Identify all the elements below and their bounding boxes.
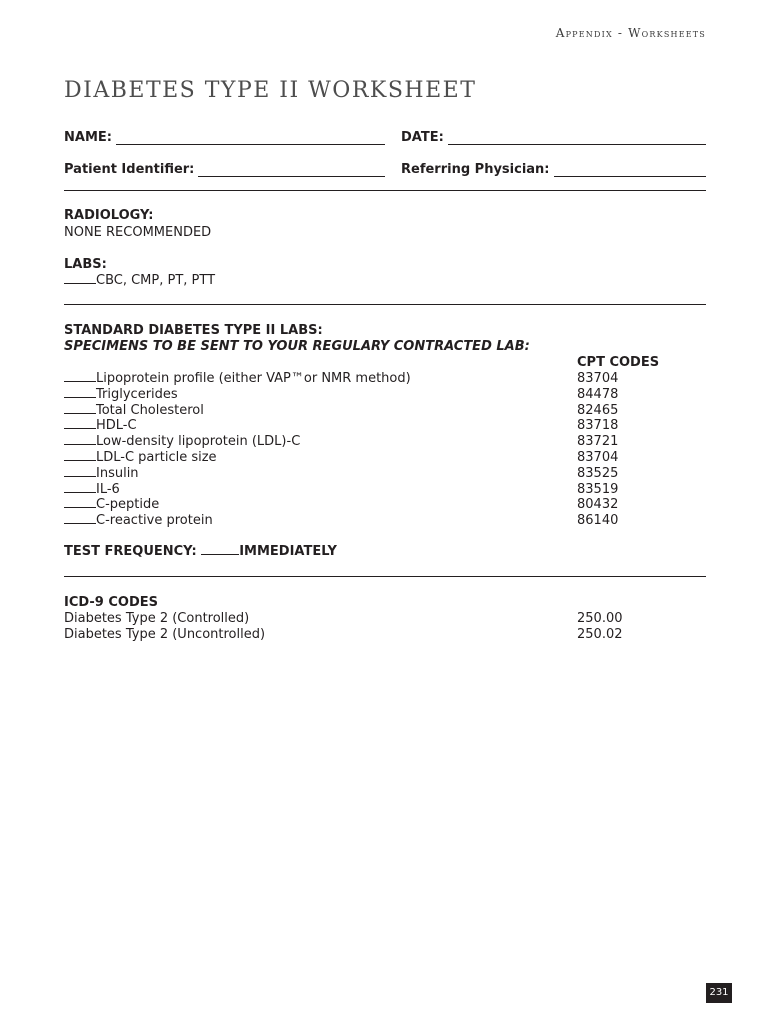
check-blank[interactable] bbox=[64, 387, 96, 398]
lab-name: Lipoprotein profile (either VAP™or NMR method) bbox=[96, 371, 411, 386]
patient-physician-row bbox=[64, 159, 706, 179]
labs-item bbox=[64, 273, 215, 288]
standard-labs-heading: STANDARD DIABETES TYPE II LABS: bbox=[64, 323, 323, 338]
divider bbox=[64, 576, 706, 577]
list-item bbox=[64, 371, 706, 387]
date-label: DATE: bbox=[401, 130, 444, 145]
test-frequency bbox=[64, 544, 337, 559]
cpt-code: 83525 bbox=[577, 465, 619, 481]
cpt-code: 83519 bbox=[577, 481, 619, 497]
standard-labs-subheading: SPECIMENS TO BE SENT TO YOUR REGULARY CONTRACTED LAB: bbox=[64, 339, 530, 354]
referring-physician-line[interactable] bbox=[554, 162, 706, 177]
list-item bbox=[64, 497, 706, 513]
patient-identifier-label: Patient Identifier: bbox=[64, 162, 195, 177]
test-frequency-label: TEST FREQUENCY: bbox=[64, 544, 197, 559]
list-item bbox=[64, 387, 706, 403]
lab-name: Triglycerides bbox=[96, 386, 178, 402]
labs-item-label: CBC, CMP, PT, PTT bbox=[96, 273, 216, 288]
labs-check-blank[interactable] bbox=[64, 273, 96, 284]
icd-name: Diabetes Type 2 (Controlled) bbox=[64, 611, 250, 626]
lab-name: LDL-C particle size bbox=[96, 449, 217, 465]
check-blank[interactable] bbox=[64, 434, 96, 445]
referring-physician-field[interactable] bbox=[401, 159, 706, 177]
lab-name: IL-6 bbox=[96, 481, 120, 497]
name-date-row bbox=[64, 127, 706, 147]
cpt-code: 83704 bbox=[577, 371, 619, 386]
list-item bbox=[64, 611, 706, 627]
list-item bbox=[64, 434, 706, 450]
list-item bbox=[64, 450, 706, 466]
check-blank[interactable] bbox=[64, 371, 96, 382]
patient-identifier-field[interactable] bbox=[64, 159, 385, 177]
date-line[interactable] bbox=[448, 130, 706, 145]
test-frequency-value: IMMEDIATELY bbox=[239, 544, 337, 559]
lab-name: C-reactive protein bbox=[96, 513, 213, 529]
divider bbox=[64, 304, 706, 305]
cpt-code: 83721 bbox=[577, 434, 619, 450]
page-number: 231 bbox=[706, 983, 732, 1003]
check-blank[interactable] bbox=[64, 418, 96, 429]
check-blank[interactable] bbox=[64, 497, 96, 508]
icd-code: 250.00 bbox=[577, 611, 623, 626]
check-blank[interactable] bbox=[64, 403, 96, 414]
name-field[interactable] bbox=[64, 127, 385, 145]
radiology-value: NONE RECOMMENDED bbox=[64, 225, 212, 240]
lab-name: HDL-C bbox=[96, 418, 137, 434]
list-item bbox=[64, 403, 706, 419]
icd-heading: ICD-9 CODES bbox=[64, 595, 159, 610]
referring-physician-label: Referring Physician: bbox=[401, 162, 550, 177]
lab-name: Low-density lipoprotein (LDL)-C bbox=[96, 434, 301, 450]
icd-name: Diabetes Type 2 (Uncontrolled) bbox=[64, 627, 266, 642]
patient-identifier-line[interactable] bbox=[198, 162, 385, 177]
lab-name: C-peptide bbox=[96, 497, 160, 513]
cpt-code: 83704 bbox=[577, 449, 619, 465]
labs-heading: LABS: bbox=[64, 257, 107, 272]
list-item bbox=[64, 482, 706, 498]
cpt-codes-header: CPT CODES bbox=[577, 355, 660, 370]
page-title: DIABETES TYPE II WORKSHEET bbox=[64, 78, 477, 103]
check-blank[interactable] bbox=[64, 466, 96, 477]
icd-code: 250.02 bbox=[577, 627, 623, 642]
frequency-blank[interactable] bbox=[201, 544, 239, 555]
running-head: Appendix - Worksheets bbox=[555, 26, 706, 40]
list-item bbox=[64, 627, 706, 643]
check-blank[interactable] bbox=[64, 482, 96, 493]
lab-name: Total Cholesterol bbox=[96, 402, 204, 418]
icd-list bbox=[64, 611, 706, 643]
check-blank[interactable] bbox=[64, 513, 96, 524]
list-item bbox=[64, 513, 706, 529]
radiology-heading: RADIOLOGY: bbox=[64, 208, 154, 223]
cpt-code: 84478 bbox=[577, 386, 619, 402]
date-field[interactable] bbox=[401, 127, 706, 145]
divider bbox=[64, 190, 706, 191]
lab-name: Insulin bbox=[96, 465, 139, 481]
cpt-code: 83718 bbox=[577, 418, 619, 434]
cpt-code: 80432 bbox=[577, 497, 619, 513]
name-line[interactable] bbox=[116, 130, 385, 145]
cpt-code: 86140 bbox=[577, 513, 619, 529]
list-item bbox=[64, 418, 706, 434]
name-label: NAME: bbox=[64, 130, 112, 145]
lab-list bbox=[64, 371, 706, 529]
list-item bbox=[64, 466, 706, 482]
cpt-code: 82465 bbox=[577, 402, 619, 418]
check-blank[interactable] bbox=[64, 450, 96, 461]
